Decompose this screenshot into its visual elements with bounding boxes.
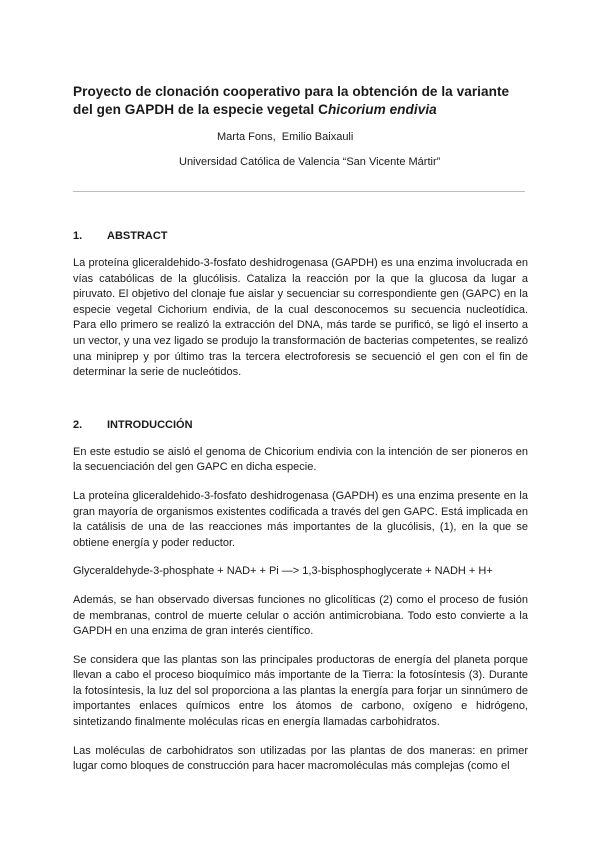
affiliation: Universidad Católica de Valencia “San Vicente Mártir” (179, 156, 441, 168)
section-number: 2. (73, 418, 83, 431)
paper-page (73, 83, 528, 775)
section-title: ABSTRACT (107, 230, 168, 242)
intro-paragraph-1: En este estudio se aisló el genoma de Chicorium endivia con la intención de ser pioneros en la secuenciación del gen GAPC en dicha especie. (73, 445, 528, 474)
paper-title-main: Proyecto de clonación cooperativo para la obtención de la variante del gen GAPDH de la especie vegetal C (73, 84, 510, 117)
intro-paragraph-5: Las moléculas de carbohidratos son utilizadas por las plantas de dos maneras: en primer lugar como bloques de construcción para hacer macromoléculas más complejas (como el (73, 744, 528, 773)
section-heading-introduccion (73, 418, 528, 432)
header-divider (73, 191, 525, 192)
intro-paragraph-2: La proteína gliceraldehido-3-fosfato deshidrogenasa (GAPDH) es una enzima presente en la gran mayoría de organismos existentes codificada a través del gen GAPC. Está implicada en la catálisis de una de las reacciones más importantes de la glucólisis, (1), en la que se obtiene energía y poder reductor. (73, 489, 528, 549)
section-heading-abstract (73, 229, 528, 243)
intro-paragraph-3: Además, se han observado diversas funciones no glicolíticas (2) como el proceso de fusión de membranas, control de muerte celular o acción antimicrobiana. Todo esto convierte a la GAPDH en una enzima de gran interés científico. (73, 593, 528, 638)
abstract-paragraph: La proteína gliceraldehido-3-fosfato deshidrogenasa (GAPDH) es una enzima involucrada en vías catabólicas de la glucólisis. Cataliza la reacción por la que la glucosa da lugar a piruvato. El objetivo del clonaje fue aislar y secuenciar su correspondiente gen (GAPC) en la especie vegetal Cichorium endivia, de la cual desconocemos su secuencia nucleotídica. Para ello primero se realizó la extracción del DNA, más tarde se purificó, se ligó el inserto a un vector, y una vez ligado se produjo la transformación de bacterias competentes, se realizó una miniprep y por último tras la tercera electroforesis se secuenció el gen con el fin de determinar la serie de nucleótidos. (73, 257, 528, 379)
section-title: INTRODUCCIÓN (107, 418, 193, 431)
reaction-equation: Glyceraldehyde-3-phosphate + NAD+ + Pi —> 1,3-bisphosphoglycerate + NADH + H+ (73, 565, 493, 578)
paper-title (73, 83, 528, 119)
section-number: 1. (73, 230, 83, 242)
authors: Marta Fons, Emilio Baixauli (217, 131, 354, 143)
paper-title-species: hicorium endivia (327, 102, 437, 117)
intro-paragraph-4: Se considera que las plantas son las principales productoras de energía del planeta porque llevan a cabo el proceso bioquímico más importante de la Tierra: la fotosíntesis (3). Durante la fotosíntesis, la luz del sol proporciona a las plantas la energía para forjar un sinnúmero de importantes enlaces químicos entre los átomos de carbono, oxígeno e hidrógeno, sintetizando finalmente moléculas ricas en energía llamadas carbohidratos. (73, 653, 528, 729)
